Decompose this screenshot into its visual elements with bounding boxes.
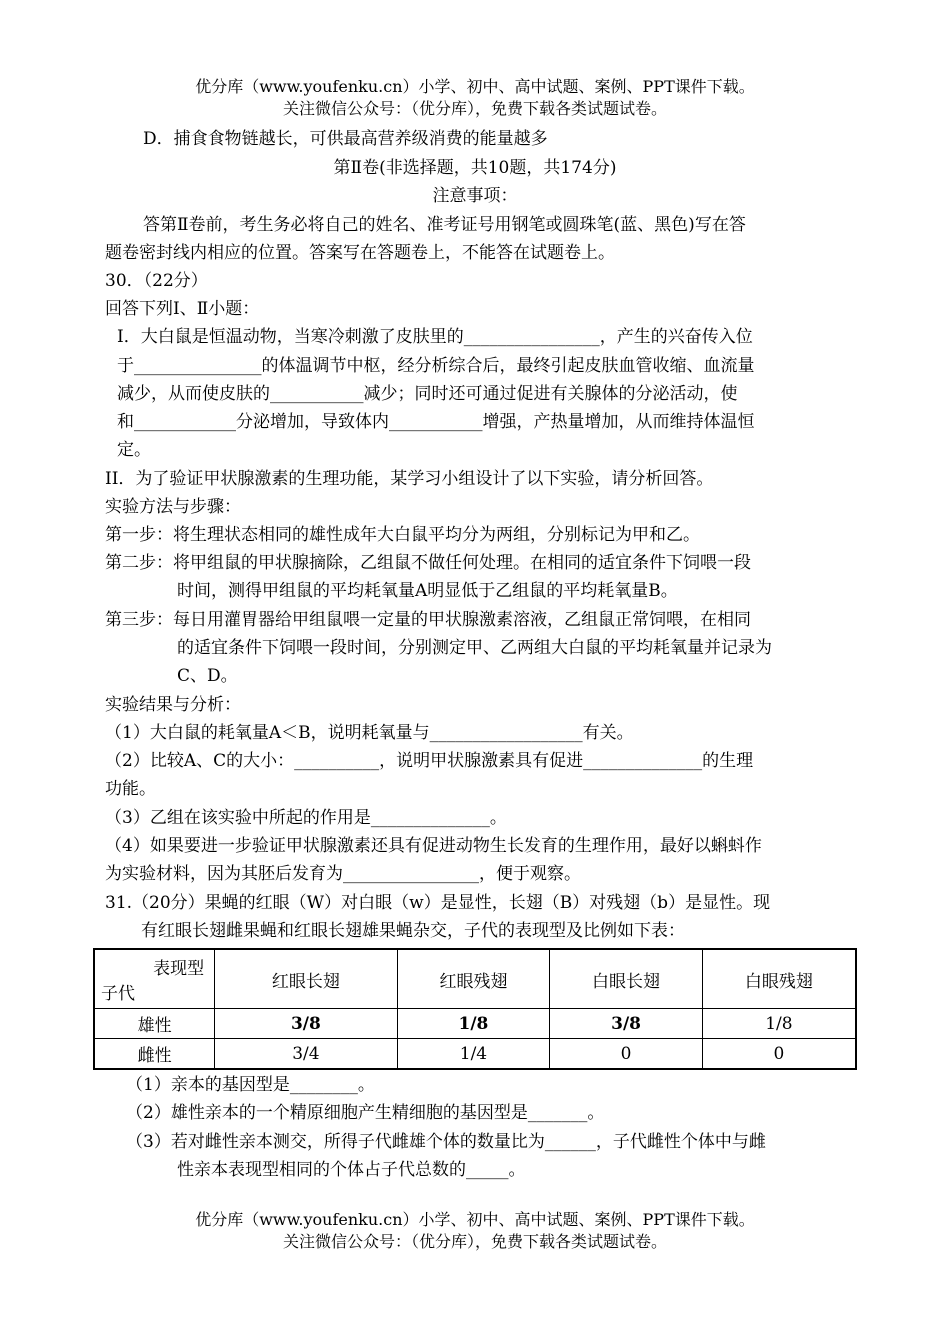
footer-line-2: 关注微信公众号：（优分库），免费下载各类试题试卷。 [282, 1232, 667, 1251]
table-cell: 0 [702, 1039, 856, 1070]
step-3-line2: 的适宜条件下饲喂一段时间，分别测定甲、乙两组大白鼠的平均耗氧量并记录为 [177, 638, 772, 658]
result-2-line1: （2）比较A、C的大小：__________，说明甲状腺激素具有促进______________的生理 [105, 751, 754, 771]
result-3: （3）乙组在该实验中所起的作用是______________。 [105, 808, 507, 828]
q31-line1: 31.（20分）果蝇的红眼（W）对白眼（w）是显性，长翅（B）对残翅（b）是显性。现 [105, 893, 771, 913]
q31-sub3-line1: （3）若对雌性亲本测交，所得子代雌雄个体的数量比为______，子代雌性个体中与雌 [126, 1132, 766, 1152]
q30-part1-line1: Ⅰ．大白鼠是恒温动物，当寒冷刺激了皮肤里的________________，产生的兴奋传入位 [117, 327, 753, 347]
header-line-1: 优分库（www.youfenku.cn）小学、初中、高中试题、案例、PPT课件下载。 [195, 77, 755, 96]
notice-text-2: 题卷密封线内相应的位置。答案写在答题卷上，不能答在试题卷上。 [105, 243, 615, 263]
q30-intro: 回答下列Ⅰ、Ⅱ小题： [105, 299, 260, 319]
table-cell: 0 [550, 1039, 703, 1070]
option-d: D．捕食食物链越长，可供最高营养级消费的能量越多 [143, 129, 548, 149]
row-label: 雄性 [94, 1009, 215, 1039]
step-2-line1: 第二步：将甲组鼠的甲状腺摘除，乙组鼠不做任何处理。在相同的适宜条件下饲喂一段 [105, 553, 751, 573]
result-2-line2: 功能。 [105, 779, 156, 799]
notice-text-1: 答第Ⅱ卷前，考生务必将自己的姓名、准考证号用钢笔或圆珠笔(蓝、黑色)写在答 [143, 215, 746, 235]
column-header: 红眼长翅 [215, 949, 398, 1009]
q30-part1-line3: 减少，从而使皮肤的___________减少；同时还可通过促进有关腺体的分泌活动，使 [117, 384, 738, 404]
table-row-male [94, 1009, 856, 1039]
header-line-2: 关注微信公众号：（优分库），免费下载各类试题试卷。 [282, 99, 667, 118]
method-title: 实验方法与步骤： [105, 497, 241, 517]
q30-part2-intro: II．为了验证甲状腺激素的生理功能，某学习小组设计了以下实验，请分析回答。 [105, 469, 714, 489]
results-title: 实验结果与分析： [105, 695, 241, 715]
section-title: 第Ⅱ卷(非选择题，共10题，共174分) [333, 158, 617, 178]
q30-part1-line5: 定。 [117, 440, 151, 460]
result-4-line1: （4）如果要进一步验证甲状腺激素还具有促进动物生长发育的生理作用，最好以蝌蚪作 [105, 836, 762, 856]
table-cell: 1/8 [397, 1009, 550, 1039]
q31-sub1: （1）亲本的基因型是________。 [126, 1075, 375, 1095]
q31-line2: 有红眼长翅雌果蝇和红眼长翅雄果蝇杂交，子代的表现型及比例如下表： [141, 921, 685, 941]
table-cell: 1/4 [397, 1039, 550, 1070]
table-cell: 3/4 [215, 1039, 398, 1070]
table-cell: 3/8 [215, 1009, 398, 1039]
table-header-row [94, 949, 856, 1009]
column-header: 白眼长翅 [550, 949, 703, 1009]
corner-phenotype-label: 表现型 [153, 959, 205, 979]
result-4-line2: 为实验材料，因为其胚后发育为________________，便于观察。 [105, 864, 581, 884]
corner-offspring-label: 子代 [101, 984, 135, 1004]
table-cell: 3/8 [550, 1009, 703, 1039]
row-label: 雌性 [94, 1039, 215, 1070]
result-1: （1）大白鼠的耗氧量A＜B，说明耗氧量与__________________有关。 [105, 723, 634, 743]
q30-part1-line2: 于_______________的体温调节中枢，经分析综合后，最终引起皮肤血管收缩、血流量 [117, 356, 755, 376]
step-3-line1: 第三步：每日用灌胃器给甲组鼠喂一定量的甲状腺激素溶液，乙组鼠正常饲喂，在相同 [105, 610, 751, 630]
table-cell: 1/8 [702, 1009, 856, 1039]
step-3-line3: C、D。 [177, 666, 238, 686]
q31-sub3-line2: 性亲本表现型相同的个体占子代总数的_____。 [177, 1160, 526, 1180]
footer-line-1: 优分库（www.youfenku.cn）小学、初中、高中试题、案例、PPT课件下载。 [195, 1210, 755, 1229]
table-row-female [94, 1039, 856, 1070]
table-corner-cell [94, 949, 215, 1009]
step-2-line2: 时间，测得甲组鼠的平均耗氧量A明显低于乙组鼠的平均耗氧量B。 [177, 581, 678, 601]
notice-title: 注意事项： [432, 186, 518, 206]
column-header: 白眼残翅 [702, 949, 856, 1009]
step-1: 第一步：将生理状态相同的雄性成年大白鼠平均分为两组，分别标记为甲和乙。 [105, 525, 700, 545]
q30-title: 30．（22分） [105, 271, 208, 291]
q30-part1-line4: 和____________分泌增加，导致体内___________增强，产热量增加，从而维持体温恒 [117, 412, 755, 432]
offspring-table [93, 948, 857, 1070]
column-header: 红眼残翅 [397, 949, 550, 1009]
q31-sub2: （2）雄性亲本的一个精原细胞产生精细胞的基因型是_______。 [126, 1103, 605, 1123]
